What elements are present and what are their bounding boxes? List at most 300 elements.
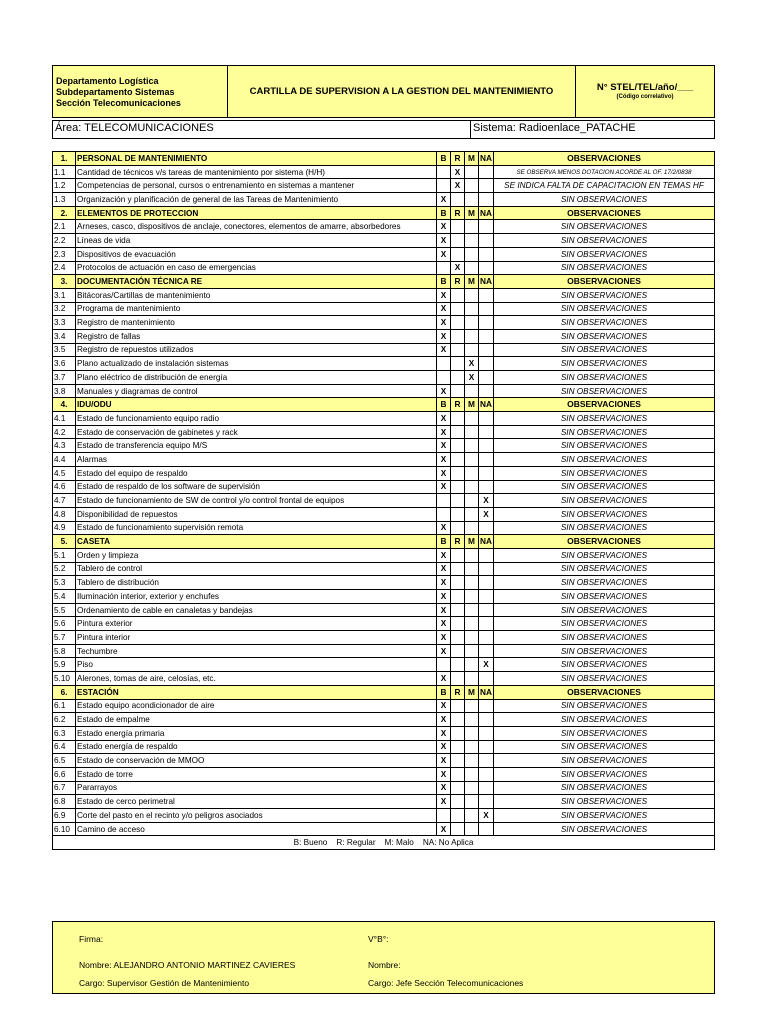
section-header-row [53, 152, 715, 166]
mark-bueno: X [437, 781, 451, 795]
item-description: Plano eléctrico de distribución de energía [76, 371, 437, 385]
section-header-row [53, 398, 715, 412]
item-observation: SIN OBSERVACIONES [494, 234, 715, 248]
item-observation: SIN OBSERVACIONES [494, 343, 715, 357]
item-observation: SIN OBSERVACIONES [494, 425, 715, 439]
item-number: 6.9 [53, 809, 76, 823]
legend-row [53, 836, 715, 850]
mark-malo [465, 644, 479, 658]
mark-malo [465, 466, 479, 480]
chief-role: Cargo: Jefe Sección Telecomunicaciones [368, 978, 524, 988]
item-number: 6.6 [53, 767, 76, 781]
item-observation: SIN OBSERVACIONES [494, 548, 715, 562]
item-number: 5.3 [53, 576, 76, 590]
mark-malo [465, 234, 479, 248]
item-number: 6.4 [53, 740, 76, 754]
mark-malo [465, 590, 479, 604]
col-label-b: B [437, 275, 451, 289]
mark-malo [465, 576, 479, 590]
table-row [53, 302, 715, 316]
item-number: 4.4 [53, 453, 76, 467]
mark-malo [465, 453, 479, 467]
mark-malo [465, 329, 479, 343]
mark-bueno: X [437, 316, 451, 330]
supervisor-role: Cargo: Supervisor Gestión de Mantenimiento [79, 978, 250, 988]
item-description: Dispositivos de evacuación [76, 247, 437, 261]
mark-bueno [437, 165, 451, 179]
code-sublabel: (Código correlativo) [616, 94, 674, 100]
mark-malo [465, 795, 479, 809]
mark-no-aplica: X [479, 507, 494, 521]
mark-no-aplica: X [479, 658, 494, 672]
item-observation: SIN OBSERVACIONES [494, 699, 715, 713]
mark-bueno: X [437, 617, 451, 631]
mark-no-aplica: X [479, 494, 494, 508]
mark-bueno: X [437, 548, 451, 562]
mark-regular: X [451, 165, 465, 179]
mark-no-aplica [479, 699, 494, 713]
mark-regular [451, 617, 465, 631]
item-number: 3.3 [53, 316, 76, 330]
mark-malo [465, 548, 479, 562]
item-description: Estado del equipo de respaldo [76, 466, 437, 480]
item-observation: SIN OBSERVACIONES [494, 617, 715, 631]
table-row [53, 699, 715, 713]
item-description: Estado de conservación de MMOO [76, 754, 437, 768]
item-number: 5.5 [53, 603, 76, 617]
mark-regular [451, 548, 465, 562]
table-row [53, 576, 715, 590]
mark-no-aplica [479, 590, 494, 604]
mark-no-aplica [479, 767, 494, 781]
signature-box [52, 921, 715, 994]
mark-malo [465, 439, 479, 453]
item-number: 4.3 [53, 439, 76, 453]
item-description: Techumbre [76, 644, 437, 658]
item-observation: SIN OBSERVACIONES [494, 220, 715, 234]
item-description: Camino de acceso [76, 822, 437, 836]
section-title: IDU/ODU [76, 398, 437, 412]
table-row [53, 480, 715, 494]
item-observation: SIN OBSERVACIONES [494, 644, 715, 658]
mark-no-aplica [479, 453, 494, 467]
table-row [53, 521, 715, 535]
mark-bueno: X [437, 220, 451, 234]
table-row [53, 562, 715, 576]
table-row [53, 371, 715, 385]
col-label-observaciones: OBSERVACIONES [494, 398, 715, 412]
section-number: 5. [53, 535, 76, 549]
item-observation: SIN OBSERVACIONES [494, 822, 715, 836]
table-row [53, 809, 715, 823]
item-observation: SIN OBSERVACIONES [494, 439, 715, 453]
table-row [53, 822, 715, 836]
item-number: 6.7 [53, 781, 76, 795]
item-observation: SIN OBSERVACIONES [494, 521, 715, 535]
mark-regular: X [451, 179, 465, 193]
item-observation: SIN OBSERVACIONES [494, 507, 715, 521]
col-label-b: B [437, 685, 451, 699]
mark-malo [465, 494, 479, 508]
item-description: Cantidad de técnicos v/s tareas de mantenimiento por sistema (H/H) [76, 165, 437, 179]
mark-no-aplica [479, 617, 494, 631]
mark-bueno: X [437, 234, 451, 248]
mark-no-aplica [479, 521, 494, 535]
item-observation: SIN OBSERVACIONES [494, 726, 715, 740]
mark-no-aplica [479, 343, 494, 357]
mark-regular [451, 302, 465, 316]
mark-malo [465, 754, 479, 768]
mark-no-aplica [479, 371, 494, 385]
mark-regular [451, 425, 465, 439]
item-description: Bitácoras/Cartillas de mantenimiento [76, 288, 437, 302]
item-number: 5.8 [53, 644, 76, 658]
item-observation: SIN OBSERVACIONES [494, 453, 715, 467]
section-title: DOCUMENTACIÓN TÉCNICA RE [76, 275, 437, 289]
item-description: Estado de respaldo de los software de supervisión [76, 480, 437, 494]
table-row [53, 781, 715, 795]
vb-label: V°B°: [368, 934, 389, 944]
mark-bueno [437, 507, 451, 521]
mark-bueno: X [437, 247, 451, 261]
item-number: 4.1 [53, 412, 76, 426]
mark-regular [451, 562, 465, 576]
section-header-row [53, 206, 715, 220]
item-number: 4.5 [53, 466, 76, 480]
item-description: Plano actualizado de instalación sistemas [76, 357, 437, 371]
mark-malo [465, 699, 479, 713]
area-label: Área: TELECOMUNICACIONES [53, 121, 471, 138]
col-label-m: M [465, 685, 479, 699]
department-line: Departamento Logística [56, 76, 159, 86]
mark-malo [465, 384, 479, 398]
mark-regular [451, 767, 465, 781]
mark-bueno: X [437, 453, 451, 467]
item-observation: SIN OBSERVACIONES [494, 316, 715, 330]
mark-no-aplica [479, 672, 494, 686]
item-description: Tablero de distribución [76, 576, 437, 590]
mark-no-aplica [479, 288, 494, 302]
item-observation: SIN OBSERVACIONES [494, 193, 715, 207]
mark-regular [451, 220, 465, 234]
mark-bueno [437, 658, 451, 672]
mark-regular [451, 480, 465, 494]
mark-no-aplica [479, 302, 494, 316]
document-title: CARTILLA DE SUPERVISION A LA GESTION DEL MANTENIMIENTO [228, 66, 576, 117]
mark-no-aplica [479, 412, 494, 426]
mark-regular [451, 329, 465, 343]
mark-bueno [437, 809, 451, 823]
mark-no-aplica [479, 562, 494, 576]
mark-regular [451, 644, 465, 658]
item-description: Estado de funcionamiento de SW de control y/o control frontal de equipos [76, 494, 437, 508]
mark-malo [465, 288, 479, 302]
area-system-row [52, 120, 715, 139]
inspection-table [52, 151, 715, 850]
col-label-observaciones: OBSERVACIONES [494, 685, 715, 699]
col-label-r: R [451, 275, 465, 289]
item-description: Estado de empalme [76, 713, 437, 727]
mark-no-aplica [479, 781, 494, 795]
mark-malo [465, 247, 479, 261]
item-description: Arneses, casco, dispositivos de anclaje, conectores, elementos de amarre, absorbedores [76, 220, 437, 234]
item-observation: SIN OBSERVACIONES [494, 302, 715, 316]
mark-malo [465, 617, 479, 631]
col-label-m: M [465, 398, 479, 412]
mark-no-aplica [479, 261, 494, 275]
col-label-r: R [451, 206, 465, 220]
col-label-b: B [437, 398, 451, 412]
table-row [53, 726, 715, 740]
mark-bueno: X [437, 644, 451, 658]
item-number: 1.3 [53, 193, 76, 207]
item-description: Estado de transferencia equipo M/S [76, 439, 437, 453]
item-description: Iluminación interior, exterior y enchufes [76, 590, 437, 604]
item-description: Registro de mantenimiento [76, 316, 437, 330]
item-number: 5.10 [53, 672, 76, 686]
mark-malo: X [465, 371, 479, 385]
mark-malo [465, 165, 479, 179]
col-label-na: NA [479, 685, 494, 699]
legend: B: Bueno R: Regular M: Malo NA: No Aplica [53, 836, 715, 850]
table-row [53, 658, 715, 672]
mark-regular [451, 357, 465, 371]
item-number: 4.2 [53, 425, 76, 439]
mark-bueno [437, 357, 451, 371]
table-row [53, 795, 715, 809]
table-row [53, 631, 715, 645]
item-number: 3.1 [53, 288, 76, 302]
item-description: Competencias de personal, cursos o entrenamiento en sistemas a mantener [76, 179, 437, 193]
mark-no-aplica [479, 603, 494, 617]
col-label-observaciones: OBSERVACIONES [494, 152, 715, 166]
item-observation: SIN OBSERVACIONES [494, 740, 715, 754]
mark-bueno: X [437, 480, 451, 494]
mark-malo [465, 822, 479, 836]
item-observation: SIN OBSERVACIONES [494, 247, 715, 261]
item-number: 6.1 [53, 699, 76, 713]
item-description: Líneas de vida [76, 234, 437, 248]
item-number: 4.7 [53, 494, 76, 508]
col-label-observaciones: OBSERVACIONES [494, 206, 715, 220]
section-number: 1. [53, 152, 76, 166]
item-description: Estado energía primaria [76, 726, 437, 740]
mark-malo [465, 631, 479, 645]
mark-no-aplica [479, 384, 494, 398]
mark-malo [465, 480, 479, 494]
section-number: 4. [53, 398, 76, 412]
item-description: Estado de conservación de gabinetes y rack [76, 425, 437, 439]
table-row [53, 316, 715, 330]
mark-no-aplica [479, 179, 494, 193]
item-description: Corte del pasto en el recinto y/o peligros asociados [76, 809, 437, 823]
item-observation: SIN OBSERVACIONES [494, 466, 715, 480]
item-description: Pintura exterior [76, 617, 437, 631]
mark-bueno: X [437, 699, 451, 713]
table-row [53, 548, 715, 562]
mark-bueno [437, 494, 451, 508]
section-number: 3. [53, 275, 76, 289]
col-label-na: NA [479, 535, 494, 549]
item-description: Protocolos de actuación en caso de emergencias [76, 261, 437, 275]
mark-regular [451, 507, 465, 521]
item-number: 1.2 [53, 179, 76, 193]
col-label-observaciones: OBSERVACIONES [494, 275, 715, 289]
item-observation: SIN OBSERVACIONES [494, 329, 715, 343]
mark-regular [451, 247, 465, 261]
item-number: 6.5 [53, 754, 76, 768]
item-observation: SE INDICA FALTA DE CAPACITACION EN TEMAS HF [494, 179, 715, 193]
col-label-b: B [437, 152, 451, 166]
mark-malo [465, 781, 479, 795]
mark-bueno: X [437, 767, 451, 781]
item-number: 2.3 [53, 247, 76, 261]
section-number: 2. [53, 206, 76, 220]
mark-bueno: X [437, 466, 451, 480]
mark-no-aplica [479, 548, 494, 562]
item-description: Orden y limpieza [76, 548, 437, 562]
col-label-na: NA [479, 206, 494, 220]
item-observation: SIN OBSERVACIONES [494, 357, 715, 371]
item-observation: SIN OBSERVACIONES [494, 658, 715, 672]
mark-bueno: X [437, 343, 451, 357]
mark-regular [451, 521, 465, 535]
code-block [576, 66, 714, 117]
table-row [53, 384, 715, 398]
section-header-row [53, 275, 715, 289]
table-row [53, 713, 715, 727]
mark-malo [465, 726, 479, 740]
section-title: ESTACIÓN [76, 685, 437, 699]
mark-no-aplica [479, 439, 494, 453]
mark-bueno: X [437, 193, 451, 207]
item-description: Ordenamiento de cable en canaletas y bandejas [76, 603, 437, 617]
item-observation: SIN OBSERVACIONES [494, 767, 715, 781]
mark-no-aplica [479, 644, 494, 658]
mark-no-aplica [479, 822, 494, 836]
item-observation: SIN OBSERVACIONES [494, 494, 715, 508]
supervisor-name: Nombre: ALEJANDRO ANTONIO MARTINEZ CAVIERES [79, 960, 296, 970]
table-row [53, 672, 715, 686]
item-number: 4.9 [53, 521, 76, 535]
item-number: 1.1 [53, 165, 76, 179]
mark-bueno: X [437, 576, 451, 590]
item-number: 3.5 [53, 343, 76, 357]
col-label-na: NA [479, 152, 494, 166]
mark-bueno: X [437, 425, 451, 439]
item-description: Registro de repuestos utilizados [76, 343, 437, 357]
chief-name: Nombre: [368, 960, 401, 970]
col-label-r: R [451, 398, 465, 412]
item-number: 6.8 [53, 795, 76, 809]
mark-no-aplica [479, 234, 494, 248]
mark-no-aplica [479, 480, 494, 494]
mark-malo [465, 521, 479, 535]
mark-no-aplica [479, 576, 494, 590]
item-observation: SIN OBSERVACIONES [494, 576, 715, 590]
item-description: Alerones, tomas de aire, celosías, etc. [76, 672, 437, 686]
item-number: 6.3 [53, 726, 76, 740]
mark-malo [465, 767, 479, 781]
item-observation: SIN OBSERVACIONES [494, 261, 715, 275]
col-label-r: R [451, 535, 465, 549]
item-description: Estado de funcionamiento supervisión remota [76, 521, 437, 535]
mark-regular [451, 412, 465, 426]
mark-bueno: X [437, 726, 451, 740]
section-number: 6. [53, 685, 76, 699]
mark-bueno: X [437, 521, 451, 535]
mark-regular [451, 699, 465, 713]
section-line: Sección Telecomunicaciones [56, 98, 181, 108]
mark-malo [465, 713, 479, 727]
table-row [53, 343, 715, 357]
mark-no-aplica [479, 740, 494, 754]
table-row [53, 740, 715, 754]
section-header-row [53, 535, 715, 549]
department-block [53, 66, 228, 117]
table-row [53, 507, 715, 521]
item-observation: SIN OBSERVACIONES [494, 480, 715, 494]
mark-malo [465, 316, 479, 330]
mark-regular [451, 713, 465, 727]
table-row [53, 767, 715, 781]
mark-regular [451, 384, 465, 398]
item-number: 3.7 [53, 371, 76, 385]
item-number: 2.1 [53, 220, 76, 234]
item-description: Alarmas [76, 453, 437, 467]
item-number: 5.2 [53, 562, 76, 576]
mark-malo [465, 179, 479, 193]
table-row [53, 590, 715, 604]
mark-no-aplica [479, 220, 494, 234]
item-description: Registro de fallas [76, 329, 437, 343]
item-description: Pintura interior [76, 631, 437, 645]
document-header [52, 65, 715, 118]
mark-regular [451, 672, 465, 686]
mark-bueno [437, 261, 451, 275]
table-row [53, 466, 715, 480]
item-number: 5.7 [53, 631, 76, 645]
item-observation: SIN OBSERVACIONES [494, 672, 715, 686]
col-label-observaciones: OBSERVACIONES [494, 535, 715, 549]
mark-bueno: X [437, 603, 451, 617]
mark-malo [465, 507, 479, 521]
mark-malo [465, 412, 479, 426]
mark-no-aplica [479, 357, 494, 371]
table-row [53, 220, 715, 234]
mark-bueno: X [437, 288, 451, 302]
col-label-m: M [465, 152, 479, 166]
item-number: 5.1 [53, 548, 76, 562]
mark-regular [451, 316, 465, 330]
table-row [53, 357, 715, 371]
item-number: 3.4 [53, 329, 76, 343]
mark-bueno: X [437, 384, 451, 398]
col-label-b: B [437, 535, 451, 549]
mark-regular [451, 234, 465, 248]
col-label-na: NA [479, 398, 494, 412]
table-row [53, 617, 715, 631]
item-number: 2.4 [53, 261, 76, 275]
mark-malo [465, 809, 479, 823]
item-observation: SIN OBSERVACIONES [494, 631, 715, 645]
table-row [53, 439, 715, 453]
mark-bueno: X [437, 672, 451, 686]
mark-regular [451, 631, 465, 645]
mark-bueno [437, 179, 451, 193]
col-label-m: M [465, 275, 479, 289]
item-description: Disponibilidad de repuestos [76, 507, 437, 521]
